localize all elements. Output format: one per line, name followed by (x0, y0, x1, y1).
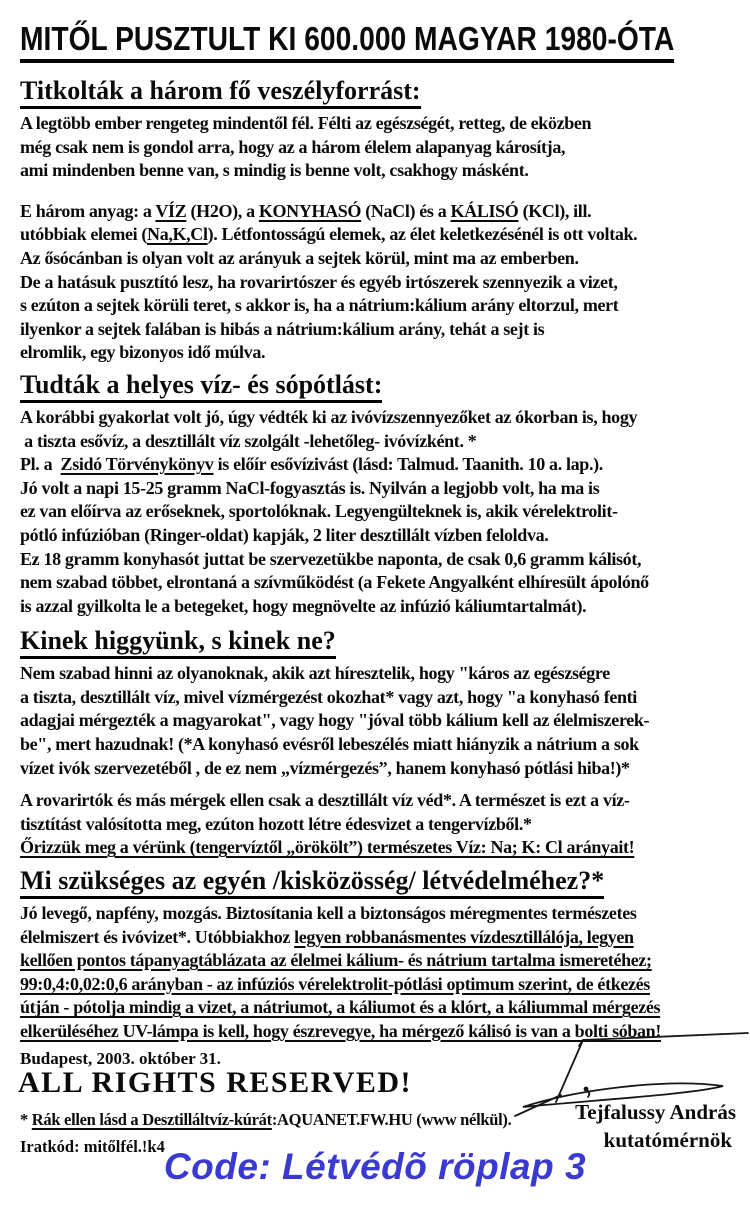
text-segment: Nem szabad hinni az olyanoknak, akik azt híresztelik, hogy "káros az egészségre (20, 663, 610, 684)
text-line (20, 662, 736, 686)
footnote-line (20, 1110, 511, 1130)
text-segment: Ez 18 gramm konyhasót juttat be szervezetükbe naponta, de csak 0,6 gramm kálisót, (20, 548, 642, 569)
text-line (20, 789, 736, 813)
text-segment: pótló infúzióban (Ringer-oldat) kapják, 2 liter desztillált vízben feloldva. (20, 524, 549, 545)
paragraph (20, 789, 736, 860)
paragraph (20, 112, 736, 183)
text-line (20, 223, 736, 247)
text-segment: De a hatásuk pusztító lesz, ha rovarirtószer és egyéb irtószerek szennyezik a vizet, (20, 271, 618, 292)
text-line (20, 477, 736, 501)
text-line (20, 200, 736, 224)
text-line (20, 294, 736, 318)
document-code-label: Iratkód: mitőlfél.!k4 (20, 1137, 165, 1156)
text-segment: s ezúton a sejtek körüli teret, s akkor is, ha a nátrium:kálium arány eltorzul, mert (20, 295, 619, 316)
section-heading-text: Mi szükséges az egyén /kisközösség/ létvédelméhez?* (20, 867, 604, 899)
underlined-text: KÁLISÓ (450, 200, 519, 221)
text-line (20, 595, 736, 619)
text-line (20, 996, 736, 1020)
text-segment: Jó volt a napi 15-25 gramm NaCl-fogyasztás is. Nyilván a legjobb volt, ha ma is (20, 477, 600, 498)
text-segment: a tiszta esővíz, a desztillált víz szolgált -lehetőleg- ivóvízként. * (20, 430, 477, 451)
text-segment: élelmiszert és ivóvizet*. Utóbbiakhoz (20, 926, 295, 947)
document-body (20, 22, 736, 1044)
text-line (20, 973, 736, 997)
document-title-row (20, 22, 736, 63)
footnote-star: * (20, 1110, 32, 1129)
text-segment: még csak nem is gondol arra, hogy az a három élelem alapanyag károsítja, (20, 136, 566, 157)
text-segment: ez van előírva az erőseknek, sportolóknak. Legyengülteknek is, akik vérelektrolit- (20, 501, 618, 522)
text-line (20, 733, 736, 757)
text-segment: ). Létfontosságú elemek, az élet keletkezésénél is ott voltak. (207, 224, 638, 245)
underlined-text: elkerüléséhez UV-lámpa is kell, hogy észrevegye, ha mérgező kálisó is van a bolti sóban! (20, 1021, 661, 1041)
text-segment: ilyenkor a sejtek falában is hibás a nátrium:kálium arány, tehát a sejt is (20, 318, 545, 339)
underlined-text: Őrizzük meg a vérünk (tengervíztől „örökölt”) természetes Víz: Na; K: Cl arányait! (20, 837, 635, 858)
underlined-text: Rák ellen lásd a Desztilláltvíz-kúrát (31, 1110, 272, 1129)
text-segment: Jó levegő, napfény, mozgás. Biztosítania kell a biztonságos méregmentes természetes (20, 903, 637, 924)
rights-reserved-text: ALL RIGHTS RESERVED! (18, 1066, 413, 1099)
text-line (20, 926, 736, 950)
text-segment: a tiszta, desztillált víz, mivel vízmérgezést okozhat* vagy azt, hogy "a konyhasó fenti (20, 686, 637, 707)
footer-date: Budapest, 2003. október 31. (20, 1049, 221, 1068)
text-line (20, 548, 736, 572)
section-heading-text: Kinek higgyünk, s kinek ne? (20, 627, 336, 659)
underlined-text: legyen robbanásmentes vízdesztillálója, legyen (294, 926, 634, 947)
text-segment: A legtöbb ember rengeteg mindentől fél. Félti az egészségét, retteg, de eközben (20, 113, 592, 133)
paragraph (20, 406, 736, 618)
underlined-text: VÍZ (155, 200, 187, 221)
text-segment: A korábbi gyakorlat volt jó, úgy védték ki az ivóvízszennyezőket az ókorban is, hogy (20, 406, 638, 427)
text-line (20, 709, 736, 733)
text-line (20, 430, 736, 454)
underlined-text: Na,K,Cl (147, 224, 208, 245)
text-segment: E három anyag: a (20, 200, 156, 221)
text-segment: (KCl), ill. (518, 200, 592, 221)
text-segment: adagjai mérgezték a magyarokat", vagy hogy "jóval több kálium kell az élelmiszerek- (20, 710, 650, 731)
signer-title: kutatómérnök (603, 1128, 732, 1152)
text-segment: Az ősócánban is olyan volt az arányuk a sejtek körül, mint ma az emberben. (20, 247, 579, 268)
text-segment: is előír esővízivást (lásd: Talmud. Taanith. 10 a. lap.). (213, 454, 603, 475)
text-line (20, 813, 736, 837)
underlined-text: KONYHASÓ (258, 200, 362, 221)
text-line (20, 836, 736, 860)
text-line (20, 902, 736, 926)
underlined-text: Zsidó Törvénykönyv (60, 454, 214, 475)
section-heading-2 (20, 371, 736, 403)
text-line (20, 686, 736, 710)
section-heading-4 (20, 867, 736, 899)
text-line (20, 500, 736, 524)
paragraph (20, 200, 736, 365)
text-line (20, 453, 736, 477)
section-heading-text: Titkolták a három fő veszélyforrást: (20, 77, 421, 109)
text-segment: (H2O), a (186, 200, 259, 221)
text-segment: A rovarirtók és más mérgek ellen csak a desztillált víz véd*. A természet is ezt a víz- (20, 790, 630, 811)
underlined-text: kellően pontos tápanyagtáblázata az élelmei kálium- és nátrium tartalma ismeretéhez; (20, 950, 652, 971)
text-line (20, 159, 736, 183)
text-segment: vízet ivók szervezetéből , de ez nem „vízmérgezés”, hanem konyhasó pótlási hiba!)* (20, 757, 630, 778)
document-title: MITŐL PUSZTULT KI 600.000 MAGYAR 1980-ÓTA (20, 22, 674, 63)
text-line (20, 524, 736, 548)
text-segment: (NaCl) és a (361, 200, 451, 221)
section-heading-text: Tudták a helyes víz- és sópótlást: (20, 371, 382, 403)
underlined-text: 99:0,4:0,02:0,6 arányban - az infúziós vérelektrolit-pótlási optimum szerint, de étkezés (20, 973, 650, 994)
underlined-text: útján - pótolja mindig a vizet, a nátriumot, a káliumot és a klórt, a káliummal mérgezés (20, 997, 661, 1018)
text-line (20, 341, 736, 365)
section-heading-1 (20, 77, 736, 109)
text-segment: elromlik, egy bizonyos idő múlva. (20, 342, 266, 363)
blue-code-caption: Code: Létvédõ röplap 3 (163, 1146, 587, 1187)
text-segment: ami mindenben benne van, s mindig is benne volt, csakhogy másként. (20, 160, 529, 181)
text-line (20, 757, 736, 781)
section-heading-3 (20, 627, 736, 659)
footnote-rest: :AQUANET.FW.HU (www nélkül). (271, 1110, 512, 1129)
text-line (20, 571, 736, 595)
paragraph (20, 662, 736, 780)
text-segment: be", mert hazudnak! (*A konyhasó evésről lebeszélés miatt hiányzik a nátrium a sok (20, 734, 639, 755)
signer-name: Tejfalussy András (575, 1100, 736, 1124)
text-line (20, 136, 736, 160)
text-line (20, 247, 736, 271)
text-line (20, 112, 736, 136)
text-segment: utóbbiak elemei ( (20, 224, 148, 245)
text-line (20, 406, 736, 430)
text-segment: is azzal gyilkolta le a betegeket, hogy megnövelte az infúzió káliumtartalmát). (20, 595, 587, 616)
text-segment: Pl. a (20, 454, 61, 475)
text-segment: tisztítást valósította meg, ezúton hozott létre édesvizet a tengervízből.* (20, 813, 532, 834)
text-line (20, 271, 736, 295)
text-segment: nem szabad többet, elrontaná a szívműködést (a Fekete Angyalként elhíresült ápolónő (20, 572, 649, 593)
text-line (20, 949, 736, 973)
text-line (20, 318, 736, 342)
